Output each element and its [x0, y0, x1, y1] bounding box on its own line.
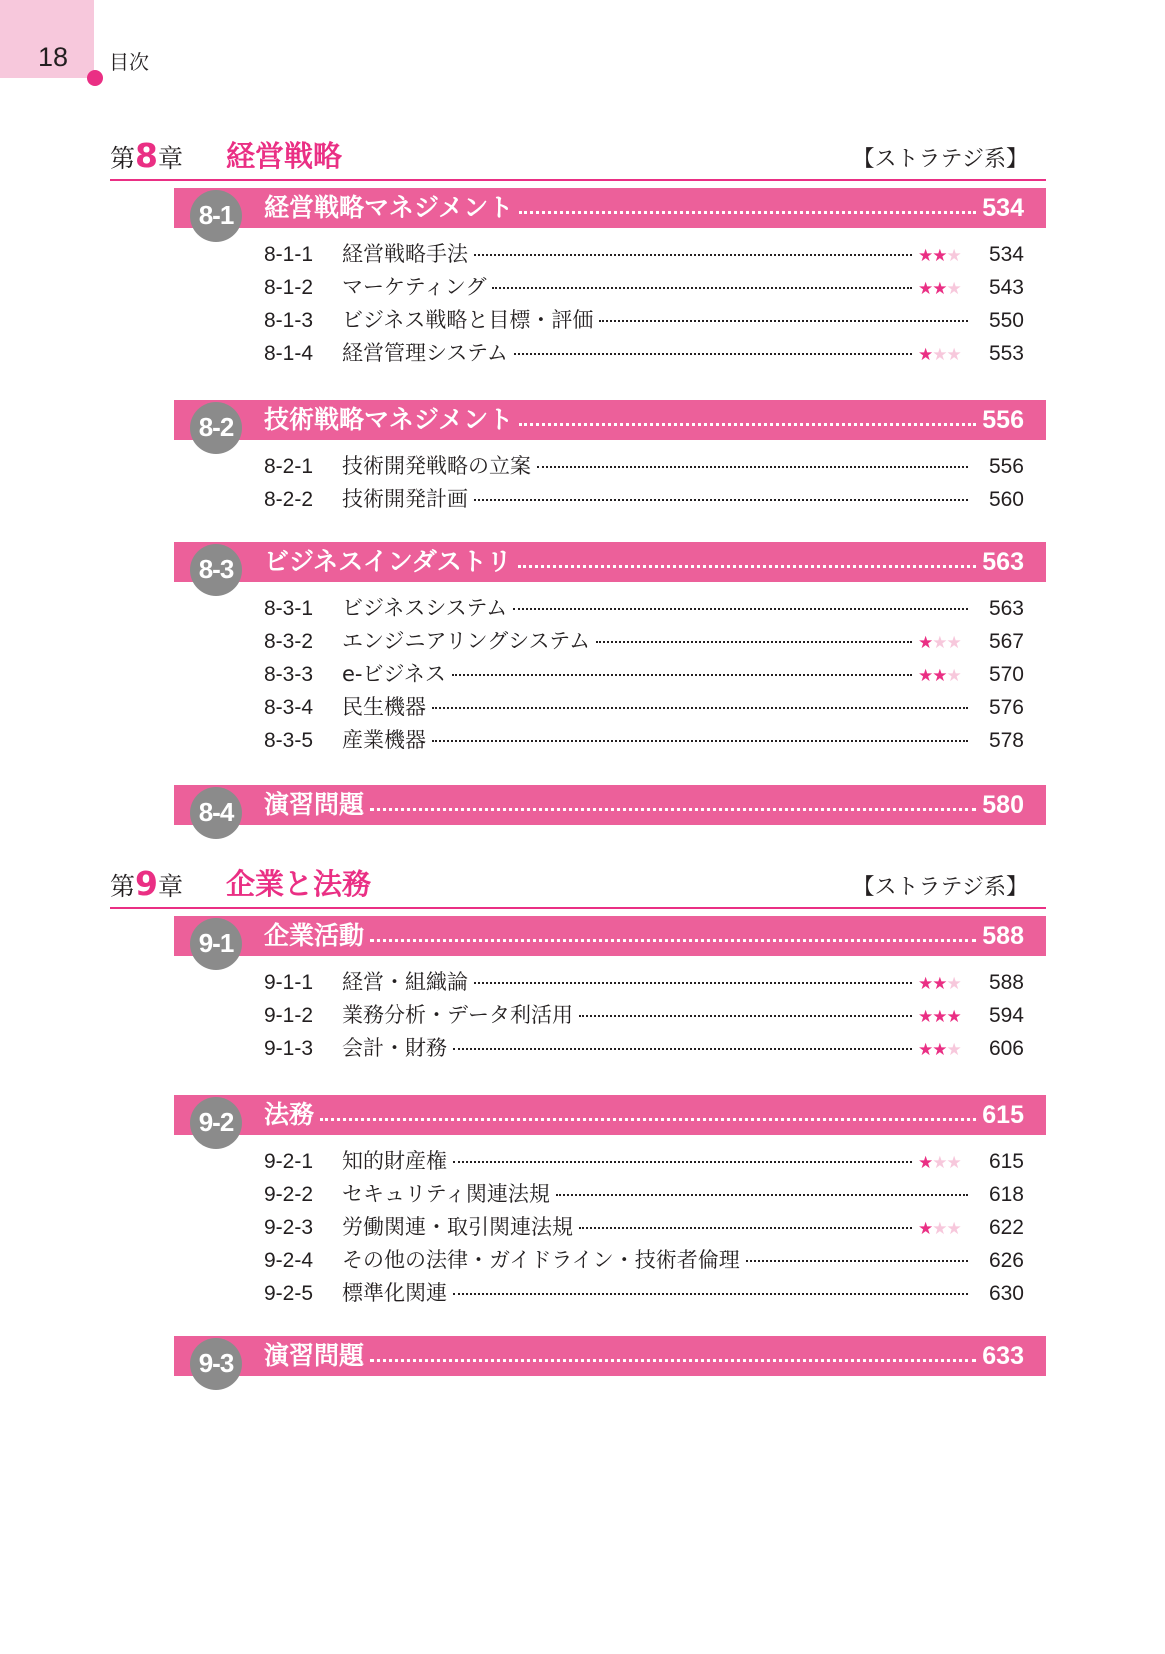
chapter-prefix: 第: [110, 144, 136, 173]
item-page: 576: [988, 696, 1024, 719]
section-title: 技術戦略マネジメント: [264, 405, 514, 434]
toc-item[interactable]: [264, 1277, 1024, 1310]
section-page: 615: [982, 1101, 1024, 1129]
chapter-number: 9: [135, 864, 158, 903]
importance-stars: [918, 1040, 974, 1060]
item-leader-dots: [556, 1194, 968, 1196]
section-bar[interactable]: [174, 188, 1046, 228]
toc-item[interactable]: [264, 724, 1024, 757]
section-title: 法務: [264, 1100, 315, 1129]
importance-stars: [918, 246, 974, 266]
item-name: 業務分析・データ利活用: [342, 1003, 573, 1027]
toc-item[interactable]: [264, 966, 1024, 999]
item-code: 8-1-4: [264, 342, 314, 365]
star-filled-icon: ★: [918, 633, 933, 653]
item-code: 8-1-1: [264, 243, 314, 266]
item-leader-dots: [474, 254, 912, 256]
item-code: 8-1-3: [264, 309, 314, 332]
page-dot: [87, 70, 103, 86]
item-leader-dots: [492, 287, 912, 289]
section-page: 556: [982, 406, 1024, 434]
section-leader-dots: [320, 1095, 976, 1121]
star-filled-icon: ★: [918, 246, 933, 266]
toc-item[interactable]: [264, 1244, 1024, 1277]
star-filled-icon: ★: [918, 1007, 933, 1027]
star-empty-icon: ★: [946, 633, 961, 653]
item-code: 9-1-3: [264, 1037, 314, 1060]
star-filled-icon: ★: [918, 1040, 933, 1060]
item-name: 労働関連・取引関連法規: [342, 1215, 573, 1239]
item-page: 606: [988, 1037, 1024, 1060]
item-name: 民生機器: [342, 695, 426, 719]
chapter-label: [110, 136, 183, 175]
item-name: e-ビジネス: [342, 662, 446, 686]
item-leader-dots: [432, 740, 968, 742]
star-empty-icon: ★: [932, 345, 947, 365]
item-page: 615: [988, 1150, 1024, 1173]
section-page: 534: [982, 194, 1024, 222]
item-page: 534: [988, 243, 1024, 266]
item-leader-dots: [474, 982, 912, 984]
chapter-heading: [110, 865, 1046, 909]
toc-section: [174, 188, 1046, 370]
section-leader-dots: [370, 785, 976, 811]
section-number-badge: 9-1: [190, 918, 242, 970]
item-page: 556: [988, 455, 1024, 478]
item-code: 9-1-1: [264, 971, 314, 994]
toc-item[interactable]: [264, 271, 1024, 304]
section-leader-dots: [518, 542, 977, 568]
star-filled-icon: ★: [918, 1153, 933, 1173]
chapter-heading: [110, 137, 1046, 181]
star-empty-icon: ★: [946, 345, 961, 365]
toc-item[interactable]: [264, 1211, 1024, 1244]
section-page: 580: [982, 791, 1024, 819]
section-items: [264, 582, 1024, 757]
section-title: 演習問題: [264, 1341, 365, 1370]
item-code: 8-3-3: [264, 663, 314, 686]
item-code: 8-2-2: [264, 488, 314, 511]
section-title: 演習問題: [264, 790, 365, 819]
section-leader-dots: [519, 188, 976, 214]
item-leader-dots: [599, 320, 968, 322]
item-name: 技術開発戦略の立案: [342, 454, 531, 478]
star-empty-icon: ★: [946, 279, 961, 299]
section-title: ビジネスインダストリ: [264, 547, 512, 576]
item-name: 経営管理システム: [342, 341, 508, 365]
section-number-badge: 8-3: [190, 544, 242, 596]
chapter-prefix: 第: [110, 872, 136, 901]
item-page: 560: [988, 488, 1024, 511]
item-leader-dots: [537, 466, 968, 468]
item-name: セキュリティ関連法規: [342, 1182, 550, 1206]
item-leader-dots: [474, 499, 968, 501]
importance-stars: [918, 1219, 974, 1239]
star-empty-icon: ★: [946, 666, 961, 686]
importance-stars: [918, 633, 974, 653]
item-page: 553: [988, 342, 1024, 365]
section-bar[interactable]: [174, 400, 1046, 440]
section-title: 企業活動: [264, 921, 365, 950]
star-empty-icon: ★: [946, 1153, 961, 1173]
star-filled-icon: ★: [932, 1007, 947, 1027]
section-title-row: [264, 785, 1024, 825]
chapter: [110, 865, 1046, 1376]
star-filled-icon: ★: [946, 1007, 961, 1027]
item-code: 8-3-5: [264, 729, 314, 752]
star-filled-icon: ★: [932, 974, 947, 994]
section-leader-dots: [519, 400, 976, 426]
section-number-badge: 8-1: [190, 190, 242, 242]
importance-stars: [918, 279, 974, 299]
importance-stars: [918, 974, 974, 994]
item-code: 9-2-1: [264, 1150, 314, 1173]
toc-section: [174, 916, 1046, 1065]
section-page: 588: [982, 922, 1024, 950]
item-page: 578: [988, 729, 1024, 752]
item-code: 9-2-5: [264, 1282, 314, 1305]
chapter-title: 企業と法務: [226, 867, 372, 901]
star-filled-icon: ★: [918, 279, 933, 299]
item-leader-dots: [453, 1048, 912, 1050]
item-leader-dots: [746, 1260, 968, 1262]
section-title-row: [264, 542, 1024, 582]
star-filled-icon: ★: [932, 666, 947, 686]
section-page: 563: [982, 548, 1024, 576]
item-leader-dots: [514, 353, 912, 355]
item-name: 経営戦略手法: [342, 242, 468, 266]
item-name: 経営・組織論: [342, 970, 468, 994]
section-bar[interactable]: [174, 785, 1046, 825]
section-bar[interactable]: [174, 916, 1046, 956]
toc-section: [174, 1336, 1046, 1376]
page-header: [0, 0, 400, 80]
item-name: ビジネスシステム: [342, 596, 508, 620]
star-filled-icon: ★: [932, 1040, 947, 1060]
item-page: 570: [988, 663, 1024, 686]
toc-item[interactable]: [264, 625, 1024, 658]
importance-stars: [918, 345, 974, 365]
chapter-category: 【ストラテジ系】: [852, 147, 1028, 172]
toc-item[interactable]: [264, 691, 1024, 724]
star-filled-icon: ★: [918, 345, 933, 365]
chapter-category: 【ストラテジ系】: [852, 875, 1028, 900]
section-title: 経営戦略マネジメント: [264, 193, 514, 222]
section-items: [264, 1135, 1024, 1310]
item-name: 産業機器: [342, 728, 426, 752]
toc-item[interactable]: [264, 304, 1024, 337]
item-leader-dots: [513, 608, 968, 610]
importance-stars: [918, 1153, 974, 1173]
toc-section: [174, 1095, 1046, 1310]
toc-item[interactable]: [264, 658, 1024, 691]
item-code: 9-2-3: [264, 1216, 314, 1239]
toc-item[interactable]: [264, 238, 1024, 271]
section-number-badge: 8-2: [190, 402, 242, 454]
section-leader-dots: [370, 1336, 976, 1362]
star-filled-icon: ★: [932, 246, 947, 266]
star-empty-icon: ★: [946, 1219, 961, 1239]
item-name: エンジニアリングシステム: [342, 629, 591, 653]
toc-item[interactable]: [264, 999, 1024, 1032]
section-items: [264, 440, 1024, 516]
star-empty-icon: ★: [932, 1153, 947, 1173]
item-code: 9-2-2: [264, 1183, 314, 1206]
item-page: 563: [988, 597, 1024, 620]
importance-stars: [918, 1007, 974, 1027]
toc-section: [174, 400, 1046, 516]
section-title-row: [264, 188, 1024, 228]
item-page: 594: [988, 1004, 1024, 1027]
item-code: 8-3-1: [264, 597, 314, 620]
toc-section: [174, 542, 1046, 757]
section-title-row: [264, 916, 1024, 956]
star-empty-icon: ★: [946, 246, 961, 266]
item-name: マーケティング: [342, 275, 487, 299]
item-page: 567: [988, 630, 1024, 653]
chapter-suffix: 章: [157, 144, 183, 173]
star-filled-icon: ★: [918, 666, 933, 686]
section-items: [264, 228, 1024, 370]
chapter-suffix: 章: [157, 872, 183, 901]
section-number-badge: 9-2: [190, 1097, 242, 1149]
star-empty-icon: ★: [946, 974, 961, 994]
chapter-number: 8: [135, 136, 158, 175]
section-leader-dots: [370, 916, 976, 942]
section-items: [264, 956, 1024, 1065]
item-leader-dots: [579, 1227, 912, 1229]
toc-item[interactable]: [264, 1032, 1024, 1065]
toc-item[interactable]: [264, 450, 1024, 483]
section-page: 633: [982, 1342, 1024, 1370]
chapter-title: 経営戦略: [226, 139, 343, 173]
section-title-row: [264, 400, 1024, 440]
item-leader-dots: [596, 641, 912, 643]
item-page: 618: [988, 1183, 1024, 1206]
section-bar[interactable]: [174, 542, 1046, 582]
item-code: 8-1-2: [264, 276, 314, 299]
star-empty-icon: ★: [932, 633, 947, 653]
toc-item[interactable]: [264, 1145, 1024, 1178]
item-leader-dots: [453, 1161, 912, 1163]
chapter: [110, 137, 1046, 825]
section-title-row: [264, 1336, 1024, 1376]
star-filled-icon: ★: [918, 974, 933, 994]
item-name: ビジネス戦略と目標・評価: [342, 308, 594, 332]
section-title-row: [264, 1095, 1024, 1135]
item-code: 8-2-1: [264, 455, 314, 478]
toc-section: [174, 785, 1046, 825]
item-leader-dots: [432, 707, 968, 709]
section-number-badge: 8-4: [190, 787, 242, 839]
item-name: 技術開発計画: [342, 487, 468, 511]
section-bar[interactable]: [174, 1336, 1046, 1376]
toc-item[interactable]: [264, 337, 1024, 370]
item-code: 9-1-2: [264, 1004, 314, 1027]
toc-item[interactable]: [264, 592, 1024, 625]
chapter-label: [110, 864, 183, 903]
item-page: 622: [988, 1216, 1024, 1239]
item-page: 626: [988, 1249, 1024, 1272]
item-leader-dots: [579, 1015, 912, 1017]
item-leader-dots: [453, 1293, 968, 1295]
item-code: 8-3-4: [264, 696, 314, 719]
importance-stars: [918, 666, 974, 686]
item-leader-dots: [452, 674, 912, 676]
item-name: 標準化関連: [342, 1281, 447, 1305]
star-filled-icon: ★: [918, 1219, 933, 1239]
item-name: その他の法律・ガイドライン・技術者倫理: [342, 1248, 740, 1272]
star-filled-icon: ★: [932, 279, 947, 299]
page-number: 18: [38, 42, 69, 72]
section-bar[interactable]: [174, 1095, 1046, 1135]
toc-item[interactable]: [264, 483, 1024, 516]
toc-item[interactable]: [264, 1178, 1024, 1211]
star-empty-icon: ★: [946, 1040, 961, 1060]
item-name: 知的財産権: [342, 1149, 447, 1173]
section-number-badge: 9-3: [190, 1338, 242, 1390]
item-page: 543: [988, 276, 1024, 299]
item-page: 630: [988, 1282, 1024, 1305]
star-empty-icon: ★: [932, 1219, 947, 1239]
item-code: 8-3-2: [264, 630, 314, 653]
item-name: 会計・財務: [342, 1036, 447, 1060]
running-title: 目次: [109, 50, 149, 74]
item-page: 588: [988, 971, 1024, 994]
item-page: 550: [988, 309, 1024, 332]
item-code: 9-2-4: [264, 1249, 314, 1272]
